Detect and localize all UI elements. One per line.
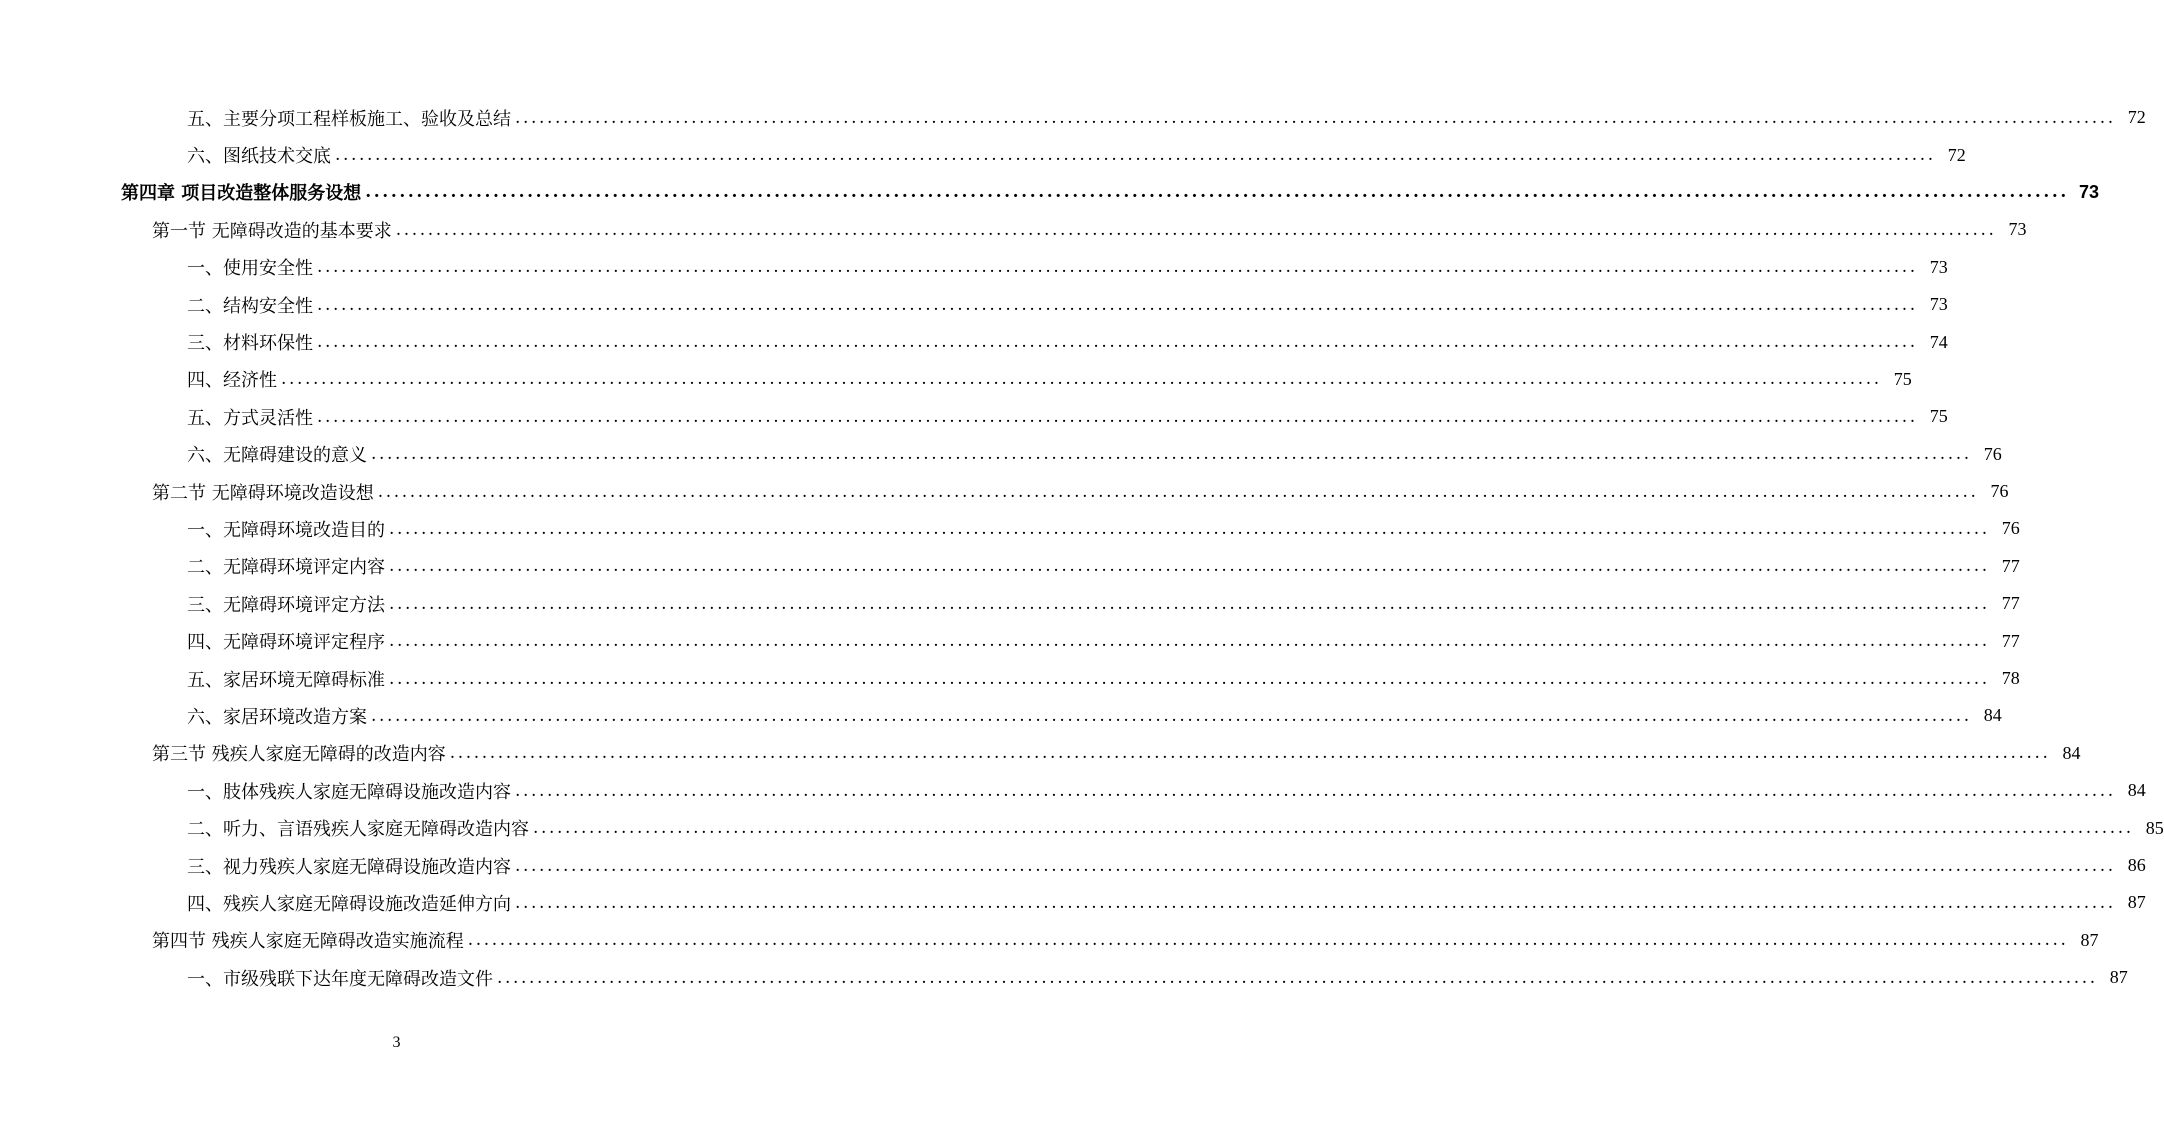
toc-entry-page-number: 86 [2127,855,2146,875]
toc-entry-item[interactable] [0,136,1966,173]
toc-leader-dots: ........................................................................................................................................................................................................ [317,257,1918,278]
toc-entry-item[interactable] [0,884,2146,921]
toc-entry-title: 五、方式灵活性 [187,407,313,429]
toc-leader-dots: ........................................................................................................................................................................................................ [365,182,2069,203]
toc-leader-dots: ........................................................................................................................................................................................................ [515,780,2116,801]
toc-entry-title: 六、家居环境改造方案 [187,706,367,728]
toc-entry-page-number: 87 [2080,929,2099,950]
toc-leader-dots: ........................................................................................................................................................................................................ [497,967,2098,988]
toc-leader-dots: ........................................................................................................................................................................................................ [377,481,1979,502]
toc-leader-dots: ........................................................................................................................................................................................................ [467,930,2069,951]
toc-entry-page-number: 78 [2001,668,2020,689]
toc-entry-section[interactable] [0,735,2081,772]
toc-entry-title: 一、市级残联下达年度无障碍改造文件 [187,968,493,990]
toc-entry-page-number: 74 [1929,331,1948,352]
toc-leader-dots: ........................................................................................................................................................................................................ [317,332,1918,353]
toc-entry-section[interactable] [0,211,2027,248]
toc-entry-page-number: 73 [2008,219,2027,240]
toc-leader-dots: ........................................................................................................................................................................................................ [389,631,1990,652]
toc-entry-page-number: 73 [1929,256,1948,277]
toc-entry-title: 五、主要分项工程样板施工、验收及总结 [187,108,511,130]
toc-leader-dots: ........................................................................................................................................................................................................ [371,705,1972,726]
toc-leader-dots: ........................................................................................................................................................................................................ [389,593,1990,614]
toc-leader-dots: ........................................................................................................................................................................................................ [515,107,2116,128]
toc-entry-title: 二、无障碍环境评定内容 [187,557,385,579]
toc-leader-dots: ........................................................................................................................................................................................................ [317,294,1918,315]
toc-entry-page-number: 73 [1929,294,1948,315]
toc-entry-item[interactable] [0,99,2146,136]
toc-entry-title: 四、残疾人家庭无障碍设施改造延伸方向 [187,893,511,915]
toc-entry-section[interactable] [0,473,2009,510]
toc-entry-item[interactable] [0,959,2128,996]
toc-leader-dots: ........................................................................................................................................................................................................ [389,668,1990,689]
toc-entry-title: 五、家居环境无障碍标准 [187,669,385,691]
toc-entry-page-number: 84 [2062,742,2081,763]
toc-leader-dots: ........................................................................................................................................................................................................ [395,219,1997,240]
toc-leader-dots: ........................................................................................................................................................................................................ [389,518,1990,539]
toc-leader-dots: ........................................................................................................................................................................................................ [371,444,1972,465]
toc-entry-item[interactable] [0,585,2020,622]
toc-entry-item[interactable] [0,510,2020,547]
toc-entry-title: 六、无障碍建设的意义 [187,445,367,467]
toc-entry-item[interactable] [0,622,2020,659]
toc-entry-page-number: 85 [2145,817,2164,838]
toc-entry-title: 第一节 无障碍改造的基本要求 [152,220,392,242]
toc-entry-page-number: 76 [1990,481,2009,502]
toc-entry-page-number: 87 [2109,967,2128,988]
toc-entry-item[interactable] [0,286,1948,323]
toc-entry-title: 四、无障碍环境评定程序 [187,632,385,654]
toc-entry-title: 第二节 无障碍环境改造设想 [152,482,374,504]
toc-entry-page-number: 72 [2127,107,2146,128]
toc-entry-page-number: 87 [2127,892,2146,913]
toc-entry-page-number: 76 [1983,443,2002,464]
toc-entry-page-number: 73 [2078,181,2099,202]
toc-entry-page-number: 84 [1983,705,2002,726]
toc-entry-page-number: 76 [2001,518,2020,539]
toc-entry-item[interactable] [0,697,2002,734]
toc-entry-title: 三、无障碍环境评定方法 [187,594,385,616]
toc-entry-chapter[interactable] [0,174,2099,211]
toc-entry-title: 二、结构安全性 [187,295,313,317]
toc-entry-item[interactable] [0,847,2146,884]
toc-entry-page-number: 72 [1947,144,1966,165]
toc-entry-item[interactable] [0,436,2002,473]
toc-entry-item[interactable] [0,361,1912,398]
toc-entry-title: 第四章 项目改造整体服务设想 [121,183,362,205]
toc-leader-dots: ........................................................................................................................................................................................................ [515,855,2116,876]
toc-entry-item[interactable] [0,249,1948,286]
toc-entry-page-number: 75 [1893,368,1912,389]
toc-entry-title: 第四节 残疾人家庭无障碍改造实施流程 [152,931,464,953]
table-of-contents [0,99,2164,996]
toc-entry-title: 三、视力残疾人家庭无障碍设施改造内容 [187,856,511,878]
toc-entry-page-number: 77 [2001,630,2020,651]
toc-leader-dots: ........................................................................................................................................................................................................ [281,369,1882,390]
toc-entry-page-number: 77 [2001,593,2020,614]
toc-entry-title: 六、图纸技术交底 [187,146,331,168]
toc-entry-title: 一、无障碍环境改造目的 [187,519,385,541]
toc-leader-dots: ........................................................................................................................................................................................................ [389,556,1990,577]
toc-leader-dots: ........................................................................................................................................................................................................ [533,818,2134,839]
toc-entry-item[interactable] [0,548,2020,585]
toc-entry-title: 四、经济性 [187,370,277,392]
toc-entry-item[interactable] [0,660,2020,697]
toc-entry-item[interactable] [0,809,2164,846]
toc-entry-title: 第三节 残疾人家庭无障碍的改造内容 [152,744,446,766]
toc-entry-page-number: 77 [2001,555,2020,576]
toc-entry-section[interactable] [0,922,2099,959]
toc-entry-item[interactable] [0,772,2146,809]
toc-leader-dots: ........................................................................................................................................................................................................ [449,743,2051,764]
toc-leader-dots: ........................................................................................................................................................................................................ [515,892,2116,913]
toc-leader-dots: ........................................................................................................................................................................................................ [317,406,1918,427]
toc-entry-item[interactable] [0,323,1948,360]
toc-entry-page-number: 84 [2127,780,2146,801]
toc-entry-title: 三、材料环保性 [187,333,313,355]
toc-entry-title: 一、肢体残疾人家庭无障碍设施改造内容 [187,781,511,803]
toc-entry-page-number: 75 [1929,406,1948,427]
page-number: 3 [392,1034,401,1051]
toc-entry-title: 一、使用安全性 [187,258,313,280]
toc-entry-item[interactable] [0,398,1948,435]
toc-leader-dots: ........................................................................................................................................................................................................ [335,145,1936,166]
toc-entry-title: 二、听力、言语残疾人家庭无障碍改造内容 [187,819,529,841]
